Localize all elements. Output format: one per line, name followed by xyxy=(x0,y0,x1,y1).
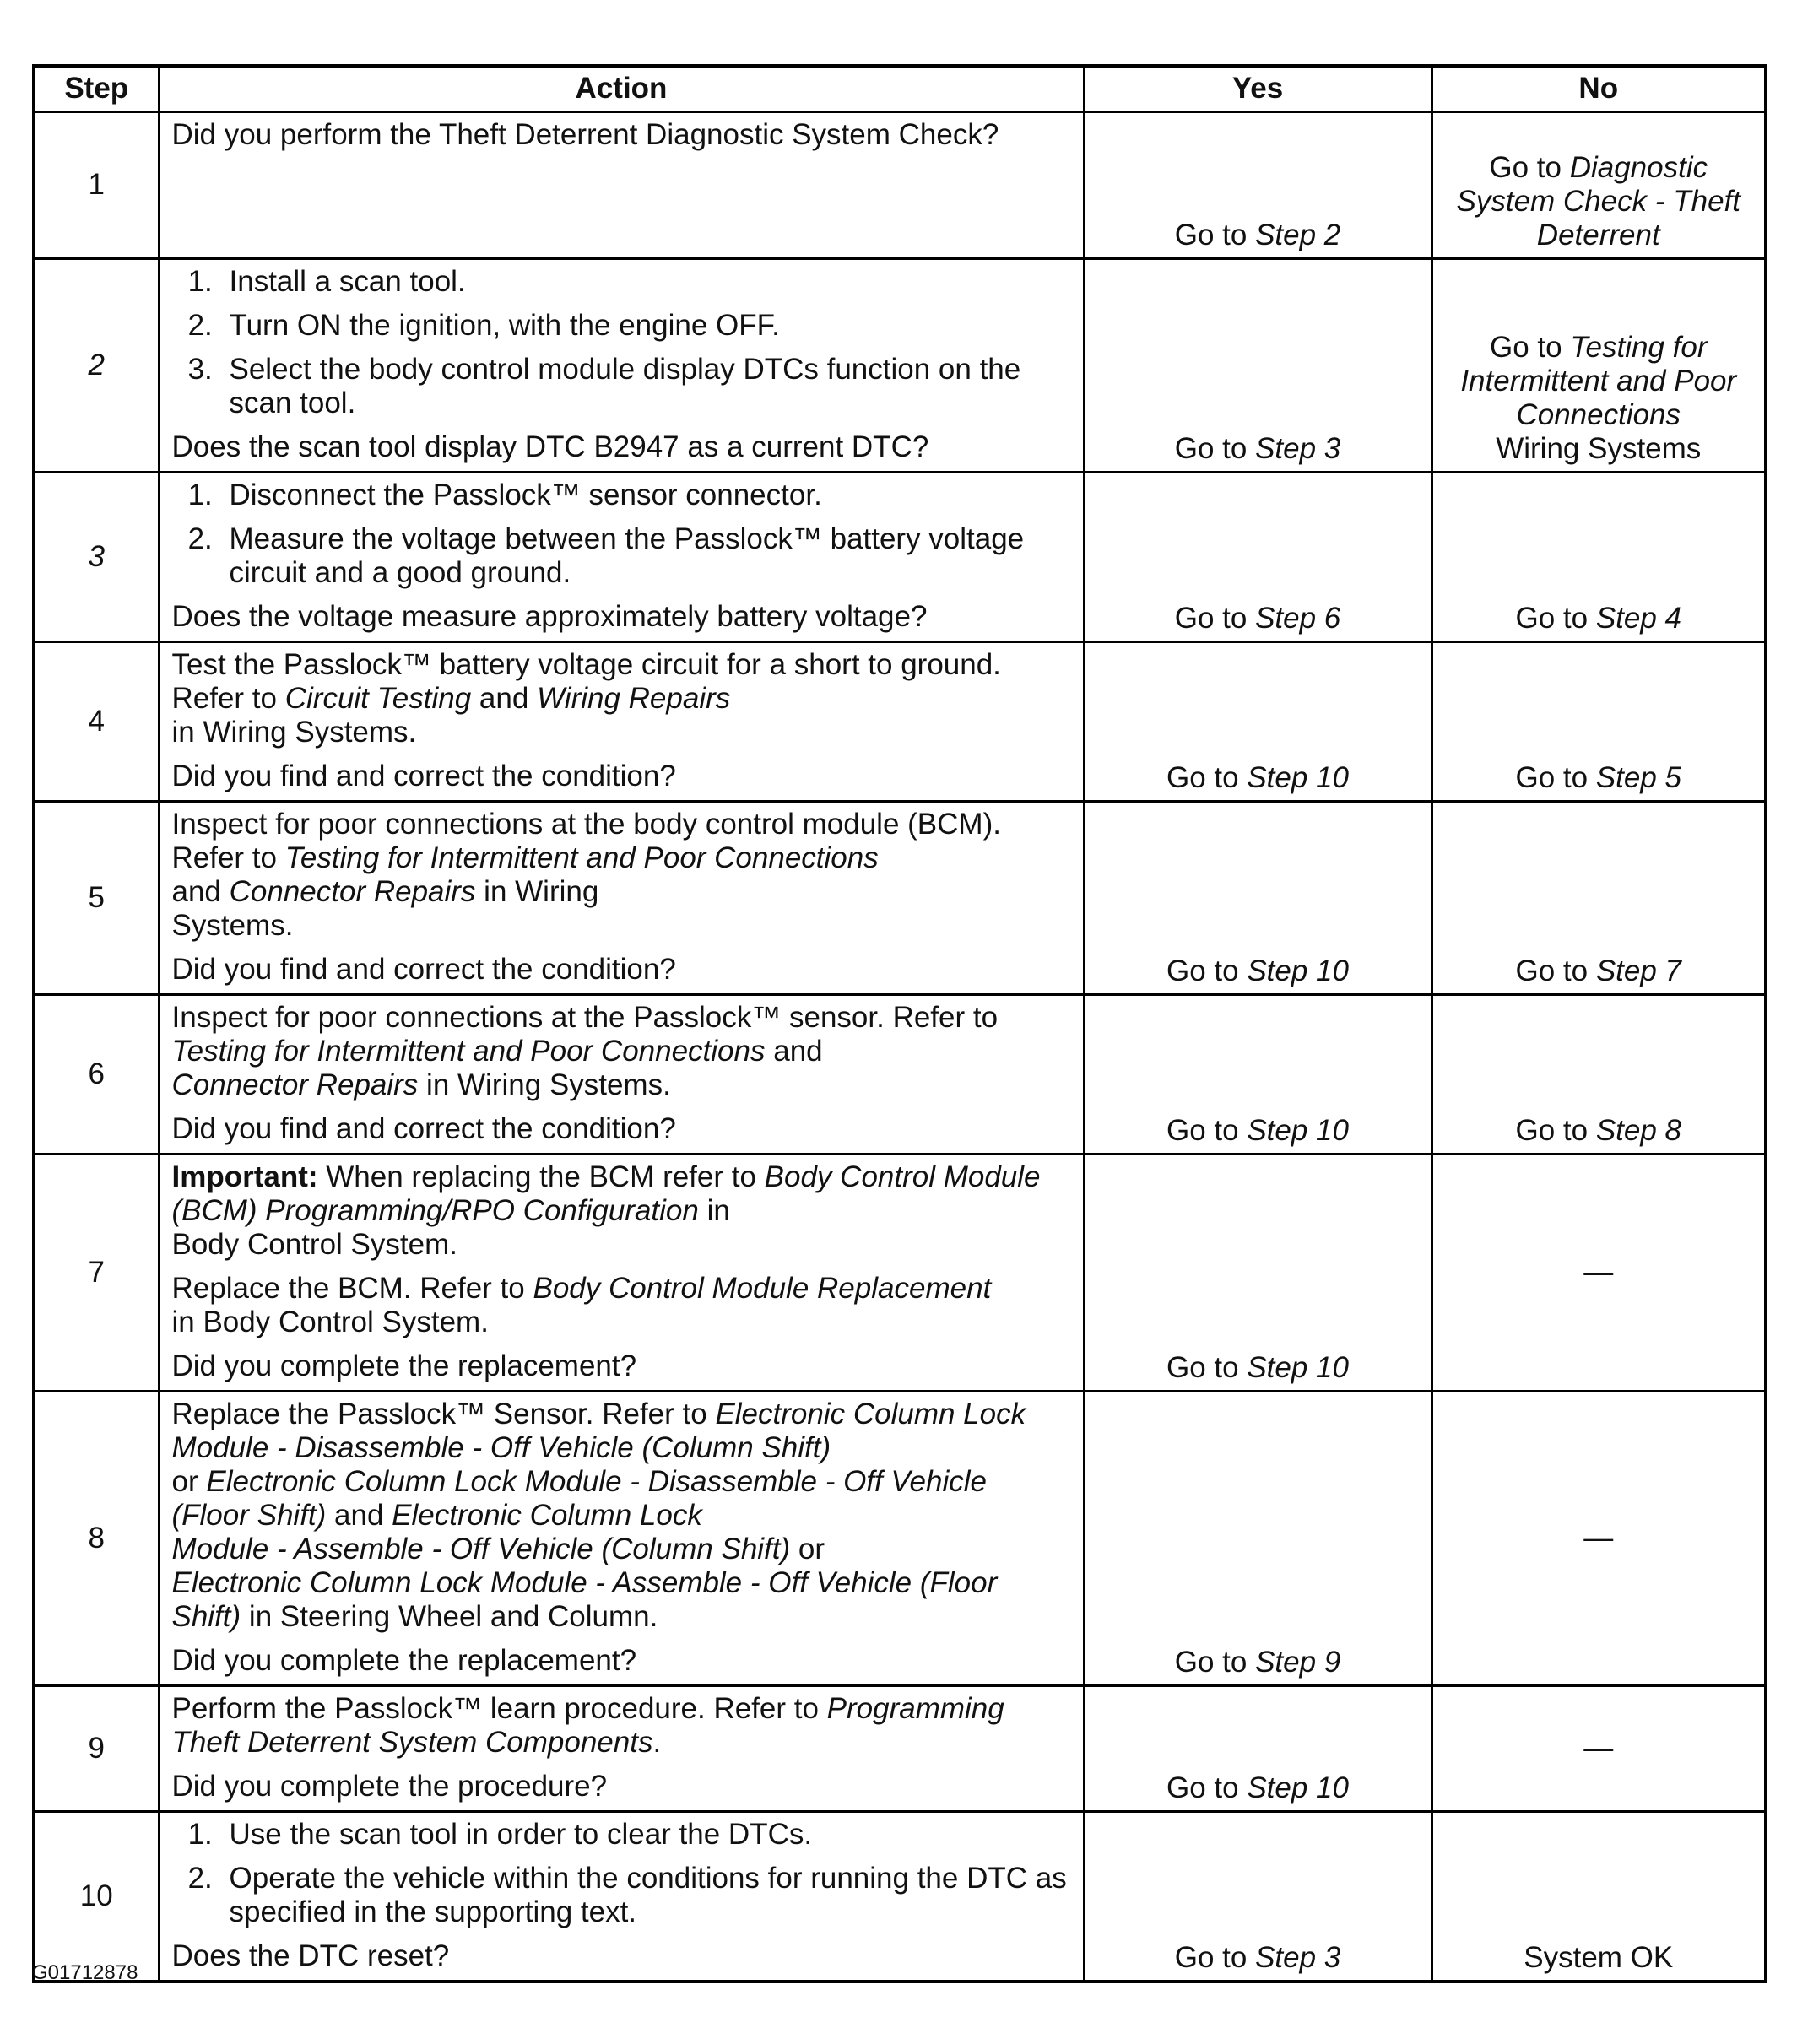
step-number: 1 xyxy=(34,111,159,258)
action-text-part: Perform the Passlock™ learn procedure. Refer to xyxy=(171,1691,827,1725)
action-text-part: in Body Control System. xyxy=(171,1305,489,1338)
table-row xyxy=(34,1811,1766,1982)
yes-prefix: Go to xyxy=(1174,601,1256,635)
no-step-link[interactable]: Step 8 xyxy=(1595,1113,1682,1147)
step-number: 4 xyxy=(34,641,159,801)
table-row xyxy=(34,1154,1766,1391)
yes-step-link[interactable]: Step 10 xyxy=(1247,1350,1349,1384)
action-text-part: or xyxy=(171,1464,207,1498)
no-dash: — xyxy=(1583,1521,1614,1555)
ref-link[interactable]: Testing for Intermittent and Poor Connections xyxy=(284,841,879,874)
table-row xyxy=(34,994,1766,1154)
no-cell xyxy=(1432,472,1766,641)
header-step: Step xyxy=(34,66,159,111)
action-text-part: . xyxy=(652,1725,662,1759)
header-row xyxy=(34,66,1766,111)
action-question: Does the DTC reset? xyxy=(171,1939,450,1972)
action-question: Did you find and correct the condition? xyxy=(171,1111,676,1145)
yes-cell xyxy=(1084,994,1432,1154)
yes-cell xyxy=(1084,258,1432,472)
important-note xyxy=(172,1160,1068,1262)
yes-step-link[interactable]: Step 10 xyxy=(1247,1771,1349,1804)
ref-link[interactable]: Module - Assemble - Off Vehicle (Column Shift) xyxy=(171,1532,791,1565)
action-cell xyxy=(159,258,1084,472)
yes-cell xyxy=(1084,1685,1432,1811)
action-question: Did you find and correct the condition? xyxy=(171,759,676,792)
action-step-item: 1. Install a scan tool. xyxy=(221,265,1068,299)
yes-cell xyxy=(1084,1391,1432,1685)
step-number: 5 xyxy=(34,801,159,994)
action-step-item: 1. Disconnect the Passlock™ sensor connector. xyxy=(221,479,1068,512)
header-yes: Yes xyxy=(1084,66,1432,111)
step-number: 8 xyxy=(34,1391,159,1685)
action-question: Does the scan tool display DTC B2947 as a current DTC? xyxy=(171,430,929,463)
action-steps xyxy=(172,479,1068,590)
diagnostic-table xyxy=(32,64,1767,1983)
header-no: No xyxy=(1432,66,1766,111)
yes-prefix: Go to xyxy=(1174,431,1256,465)
action-cell xyxy=(159,472,1084,641)
yes-cell xyxy=(1084,801,1432,994)
table-row xyxy=(34,1391,1766,1685)
action-cell xyxy=(159,1811,1084,1982)
yes-step-link[interactable]: Step 10 xyxy=(1247,954,1349,987)
step-number xyxy=(34,472,159,641)
step-number: 7 xyxy=(34,1154,159,1391)
yes-step-link[interactable]: Step 3 xyxy=(1255,1940,1341,1974)
action-question: Did you perform the Theft Deterrent Diagnostic System Check? xyxy=(171,117,999,151)
yes-step-link[interactable]: Step 9 xyxy=(1255,1645,1341,1679)
action-text xyxy=(172,1001,1068,1102)
action-text-part: Body Control System. xyxy=(171,1227,457,1261)
action-cell xyxy=(159,1685,1084,1811)
action-cell xyxy=(159,1391,1084,1685)
no-cell xyxy=(1432,258,1766,472)
no-step-link[interactable]: Step 7 xyxy=(1595,954,1682,987)
no-prefix: Go to xyxy=(1490,330,1571,364)
ref-link[interactable]: Circuit Testing xyxy=(284,681,472,715)
table-row xyxy=(34,641,1766,801)
no-cell xyxy=(1432,1391,1766,1685)
yes-prefix: Go to xyxy=(1166,1113,1248,1147)
action-text-part: Replace the Passlock™ Sensor. Refer to xyxy=(171,1397,716,1430)
yes-step-link[interactable]: Step 6 xyxy=(1255,601,1341,635)
ref-link[interactable]: Programming Theft Deterrent System Components xyxy=(171,1691,1004,1759)
no-suffix: Wiring Systems xyxy=(1496,431,1702,465)
action-text xyxy=(172,1272,1068,1339)
action-text-part: Replace the BCM. Refer to xyxy=(171,1271,533,1305)
no-link[interactable]: Testing for Intermittent and Poor Connections xyxy=(1460,330,1737,431)
no-dash: — xyxy=(1583,1731,1614,1765)
no-prefix: Go to xyxy=(1515,1113,1596,1147)
ref-link[interactable]: Electronic Column Lock Module - Disassemble - Off Vehicle (Column Shift) xyxy=(171,1397,1026,1464)
no-cell xyxy=(1432,994,1766,1154)
ref-link[interactable]: Electronic Column Lock Module - Assemble - Off Vehicle (Floor Shift) xyxy=(171,1565,998,1633)
no-cell xyxy=(1432,801,1766,994)
action-text-part: When replacing the BCM refer to xyxy=(317,1160,765,1193)
action-cell xyxy=(159,994,1084,1154)
action-step-item: 2. Measure the voltage between the Passlock™ battery voltage circuit and a good ground. xyxy=(221,522,1068,590)
no-prefix: Go to xyxy=(1489,150,1570,184)
header-action: Action xyxy=(159,66,1084,111)
table-row xyxy=(34,1685,1766,1811)
action-text-part: in Wiring Systems. xyxy=(171,715,417,749)
action-text-part: Inspect for poor connections at the Passlock™ sensor. Refer to xyxy=(171,1000,999,1034)
yes-step-link[interactable]: Step 10 xyxy=(1247,1113,1349,1147)
action-text-part: Refer to xyxy=(171,681,285,715)
no-prefix: Go to xyxy=(1515,760,1596,794)
yes-prefix: Go to xyxy=(1166,760,1248,794)
ref-link[interactable]: Body Control Module Replacement xyxy=(533,1271,992,1305)
action-step-item: 2. Operate the vehicle within the conditions for running the DTC as specified in the supporting text. xyxy=(221,1862,1068,1929)
no-link[interactable]: Diagnostic System Check - Theft Deterrent xyxy=(1456,150,1740,251)
action-cell xyxy=(159,801,1084,994)
step-number: 10 xyxy=(34,1811,159,1982)
action-text-part: Inspect for poor connections at the body control module (BCM). xyxy=(171,807,1001,841)
step-number: 6 xyxy=(34,994,159,1154)
action-text xyxy=(172,1398,1068,1634)
ref-link[interactable]: Connector Repairs xyxy=(229,874,476,908)
yes-step-link[interactable]: Step 10 xyxy=(1247,760,1349,794)
action-text-part: and xyxy=(765,1034,823,1068)
ref-link[interactable]: Connector Repairs xyxy=(171,1068,419,1101)
action-step-item: 3. Select the body control module display DTCs function on the scan tool. xyxy=(221,353,1068,420)
table-row xyxy=(34,472,1766,641)
yes-prefix: Go to xyxy=(1174,1645,1256,1679)
action-text-part: in Wiring xyxy=(475,874,599,908)
action-question: Did you complete the replacement? xyxy=(171,1643,637,1677)
no-cell xyxy=(1432,641,1766,801)
action-steps xyxy=(172,265,1068,420)
yes-cell xyxy=(1084,1811,1432,1982)
action-text-part: or xyxy=(790,1532,825,1565)
no-cell xyxy=(1432,111,1766,258)
no-prefix: Go to xyxy=(1515,954,1596,987)
action-cell xyxy=(159,1154,1084,1391)
yes-prefix: Go to xyxy=(1166,1350,1248,1384)
yes-prefix: Go to xyxy=(1166,1771,1248,1804)
no-result: System OK xyxy=(1524,1940,1674,1974)
yes-step-link[interactable]: Step 2 xyxy=(1255,218,1341,251)
action-text-part: and xyxy=(171,874,230,908)
ref-link[interactable]: Testing for Intermittent and Poor Connections xyxy=(171,1034,766,1068)
no-step-link[interactable]: Step 5 xyxy=(1595,760,1682,794)
action-text xyxy=(172,648,1068,749)
action-text-part: Test the Passlock™ battery voltage circuit for a short to ground. xyxy=(171,647,1001,681)
yes-prefix: Go to xyxy=(1166,954,1248,987)
action-question: Does the voltage measure approximately battery voltage? xyxy=(171,599,928,633)
important-label: Important: xyxy=(171,1160,318,1193)
action-text xyxy=(172,1692,1068,1760)
action-question: Did you find and correct the condition? xyxy=(171,952,676,986)
action-text xyxy=(172,808,1068,943)
ref-link[interactable]: Body Control Module (BCM) Programming/RPO Configuration xyxy=(171,1160,1041,1227)
action-text-part: in Wiring Systems. xyxy=(418,1068,671,1101)
action-text-part: Systems. xyxy=(171,908,294,942)
action-step-item: 1. Use the scan tool in order to clear the DTCs. xyxy=(221,1818,1068,1852)
action-question: Did you complete the procedure? xyxy=(171,1769,608,1803)
yes-cell xyxy=(1084,1154,1432,1391)
yes-cell xyxy=(1084,472,1432,641)
table-row xyxy=(34,258,1766,472)
step-number: 9 xyxy=(34,1685,159,1811)
yes-prefix: Go to xyxy=(1174,1940,1256,1974)
action-cell xyxy=(159,641,1084,801)
action-question: Did you complete the replacement? xyxy=(171,1349,637,1382)
table-row xyxy=(34,801,1766,994)
no-prefix: Go to xyxy=(1515,601,1596,635)
action-text-part: in Steering Wheel and Column. xyxy=(241,1599,658,1633)
no-step-link[interactable]: Step 4 xyxy=(1595,601,1682,635)
ref-link[interactable]: Electronic Column Lock xyxy=(392,1498,702,1532)
yes-prefix: Go to xyxy=(1174,218,1256,251)
step-number-text: 2 xyxy=(88,348,105,381)
action-text-part: and xyxy=(326,1498,392,1532)
action-steps xyxy=(172,1818,1068,1929)
no-cell xyxy=(1432,1811,1766,1982)
no-dash: — xyxy=(1583,1255,1614,1289)
action-cell xyxy=(159,111,1084,258)
action-text-part: in xyxy=(698,1193,730,1227)
table-row xyxy=(34,111,1766,258)
action-step-item: 2. Turn ON the ignition, with the engine OFF. xyxy=(221,309,1068,343)
yes-step-link[interactable]: Step 3 xyxy=(1255,431,1341,465)
action-text-part: Refer to xyxy=(171,841,285,874)
ref-link[interactable]: Wiring Repairs xyxy=(537,681,731,715)
step-number xyxy=(34,258,159,472)
action-text-part: and xyxy=(471,681,538,715)
yes-cell xyxy=(1084,111,1432,258)
no-cell xyxy=(1432,1154,1766,1391)
step-number-text: 3 xyxy=(88,539,105,573)
yes-cell xyxy=(1084,641,1432,801)
no-cell xyxy=(1432,1685,1766,1811)
ref-link[interactable]: Electronic Column Lock Module - Disassemble - Off Vehicle (Floor Shift) xyxy=(171,1464,987,1532)
figure-id: G01712878 xyxy=(32,1961,138,1984)
